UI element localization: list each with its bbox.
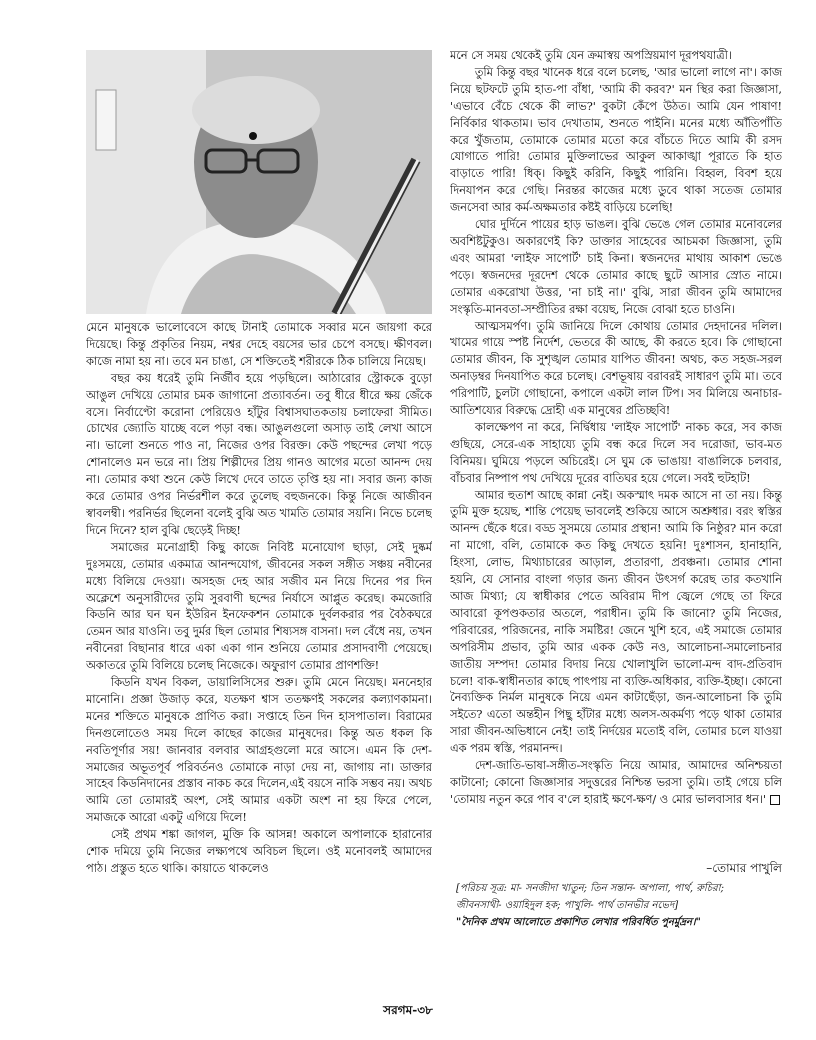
paragraph-last (450, 758, 782, 809)
signature: –তোমার পাখুলি (706, 861, 782, 875)
paragraph: সেই প্রথম শঙ্কা জাগল, মুক্তি কি আসন্ন! অকালে অপালাকে হারানোর শোক দমিয়ে তুমি নিজের লক্ষ্যপথে অবিচল ছিলে। ওই মনোবলই আমাদের পাঠ। প্রস্তুত হতে থাকি। কায়াতে থাকলেও (86, 828, 432, 875)
paragraph: আত্মসমর্পণ। তুমি জানিয়ে দিলে কোথায় তোমার দেহদানের দলিল। খামের গায়ে স্পষ্ট নির্দেশ, ভেতরে কী আছে, কী করতে হবে। কি গোছানো তোমার জীবন, কি সুশৃঙ্খল তোমার যাপিত জীবন! অথচ, কত সহজ-সরল অনাড়ম্বর দিনযাপিত করে চলেছ। বেশভূষায় বরাবরই সাধারণ তুমি মা। তবে পরিপাটি, চুলটা গোছানো, কপালে একটা লাল টিপ। সব মিলিয়ে অনাচার-আতিশয্যের বিরুদ্ধে দ্রোহী এক মানুষের প্রতিচ্ছবি! (450, 319, 782, 418)
right-text-column (450, 48, 782, 858)
credits-line: "দৈনিক প্রথম আলোতে প্রকাশিত লেখার পরিবর্ধিত পুনর্মুদ্রন।" (456, 917, 701, 928)
credits-line: [পরিচয় সূত্র: মা- সনজীদা খাতুন; তিন সন্তান- অপালা, পার্থ, রুচিরা; (456, 883, 724, 894)
paragraph: মনে সে সময় থেকেই তুমি যেন ক্রমাস্বয় অপস্রিয়মাণ দূরপথযাত্রী। (450, 49, 732, 62)
paragraph: আমার হুতাশ আছে কান্না নেই। অকস্মাৎ দমক আসে না তা নয়। কিন্তু তুমি মুক্ত হয়েছ, শান্তি পেয়েছ ভাবলেই শুকিয়ে আসে অশ্রুধার। বরং স্বস্তির আনন্দ ছেঁকে ধরে। বড্ড সুসময়ে তোমার প্রস্থান! আমি কি নিষ্ঠুর? মান করো না মাগো, বলি, তোমাকে কত কিছু দেখতে হয়নি! দুঃশাসন, হানাহানি, হিংসা, লোভ, মিথ্যাচারের আড়াল, প্রতারণা, প্রবঞ্চনা। তোমার শোনা হয়নি, যে সোনার বাংলা গড়ার জন্য জীবন উৎসর্গ করেছ তার কতখানি আজ মিথ্যা; যে স্বাধীকার পেতে অবিরাম দীপ জ্বেলে গেছে তা ফিরে আবারো কূপণ্ডকতার অতলে, পরাধীন। তুমি কি জানো? তুমি নিজের, পরিবারের, পরিজনের, নাকি সমষ্টির! জেনে খুশি হবে, এই সমাজে তোমার অপরিসীম প্রভাব, তুমি আর একক কেউ নও, আলোচনা-সমালোচনার জাতীয় সম্পদ! তোমার বিদায় নিয়ে খোলাখুলি ভালো-মন্দ বাদ-প্রতিবাদ চলে! বাক-স্বাধীনতার কাছে পাৎপায় না ব্যক্তি-অধিকার, ব্যক্তি-ইচ্ছা। কোনো নৈব্যক্তিক নির্মল মানুষকে নিয়ে এমন কাটাছেঁড়া, জন-আলোচনা কি তুমি সইতে? এতো অন্তহীন পিছু হাঁটার মধ্যে অলস-অকর্মণ্য পড়ে থাকা তোমার সারা জীবন-অভিধানে নেই! তাই নির্দয়ের মতোই বলি, তোমার চলে যাওয়া এক পরম স্বস্তি, পরমানন্দ। (450, 488, 782, 756)
portrait-illustration (86, 50, 432, 314)
portrait-photo (86, 50, 432, 314)
paragraph: তুমি কিন্তু বছর খানেক ধরে বলে চলেছ, 'আর ভালো লাগে না'। কাজ নিয়ে ছটফটে তুমি হাত-পা বাঁধা, 'আমি কী করব?' মন স্থির করা জিজ্ঞাসা, 'এভাবে বেঁচে থেকে কী লাভ?' বুকটা কেঁপে উঠত। আমি যেন পাষাণ! নির্বিকার থাকতাম। ভাব দেখাতাম, শুনতে পাইনি। মনের মধ্যে আঁতিপাঁতি করে খুঁজতাম, তোমাকে তোমার মতো করে বাঁচতে দিতে আমি কী রসদ যোগাতে পারি! তোমার মুক্তিলাভের আকুল আকাঙ্খা পূরাতে কি হাত বাড়াতে পারি! ধিক্। কিছুই করিনি, কিছুই পারিনি। বিহ্বল, বিবশ হয়ে দিনযাপন করে গেছি। নিরন্তর কাজের মধ্যে ডুবে থাকা সতেজ তোমার জনসেবা আর কর্ম-অক্ষমতার কষ্টই বাড়িয়ে চলেছি! (450, 65, 782, 215)
paragraph: বছর কয় ধরেই তুমি নির্জীব হয়ে পড়ছিলে। আঠারোর স্ট্রোককে বুড়ো আঙুল দেখিয়ে তোমার চমক জাগানো প্রত্যাবর্তন। তবু ধীরে ধীরে ক্ষয় জেঁকে বসে। নির্বাণ্টোে করোনা পেরিয়েও হাঁটুর বিশ্বাসঘাতকতায় চলাফেরা সীমিত। চোখের জ্যোতি যাচ্ছে বলে পড়া বন্ধ। আঙুলগুলো অসাড় তাই লেখা আসে না। ভালো শুনতে পাও না, নিজের ওপর বিরক্ত। কেউ পছন্দের লেখা পড়ে শোনালেও মন ভরে না। প্রিয় শিল্পীদের প্রিয় গানও আগের মতো আনন্দ দেয় না। তোমার কথা শুনে কেউ লিখে দেবে তাতে তৃপ্তি হয় না। সবার জন্য কাজ করে তোমার ওপর নির্ভরশীল করে তুলেছ বহুজনকে। কিন্তু নিজে আজীবন স্বাবলম্বী। পরনির্ভর ছিলেনা বলেই বুঝি অত খামতি তোমার সয়নি। নিভে চলেছ দিনে দিনে? হাল বুঝি ছেড়েই দিচ্ছ! (86, 371, 432, 537)
paragraph: ঘোর দুর্দিনে পায়ের হাড় ভাঙল। বুঝি ভেঙে গেল তোমার মনোবলের অবশিষ্টটুকুও। অকারণেই কি? ডাক্তার সাহেবের আচমকা জিজ্ঞাসা, তুমি এবং আমরা 'লাইফ সাপোর্ট' চাই কিনা। স্বজনদের মাথায় আকাশ ভেঙে পড়ে। স্বজনদের দূরদেশ থেকে তোমার কাছে ছুটে আসার স্রোত নামে। তোমার একরোখা উত্তর, 'না চাই না।' বুঝি, সারা জীবন তুমি আমাদের সংস্কৃতি-মানবতা-সম্প্রীতির রক্ষা বয়েছ, নিজে বোঝা হতে চাওনি। (450, 218, 782, 316)
paragraph-text: দেশ-জাতি-ভাষা-সঙ্গীত-সংস্কৃতি নিয়ে আমার, আমাদের অনিশ্চয়তা কাটানো; কোনো জিজ্ঞাসার সদুত্তরের নিশ্চিন্ত ভরসা তুমি। তাই গেয়ে চলি 'তোমায় নতুন করে পাব ব'লে হারাই ক্ষণে-ক্ষণ/ ও মোর ভালবাসার ধন।' (450, 759, 782, 806)
credits-note (456, 880, 786, 931)
credits-line: জীবনসাথী- ওয়াহিদুল হক; পাখুলি- পার্থ তানভীর নভেদ] (456, 900, 679, 911)
paragraph: কিডনি যখন বিকল, ডায়ালিসিসের শুরু। তুমি মেনে নিয়েছ। মননেহার মানোনি। প্রজ্ঞা উজাড় করে, যতক্ষণ শ্বাস ততক্ষণই সকলের কল্যাণকামনা। মনের শক্তিতে মানুষকে প্রাণিত করা। সপ্তাহে তিন দিন হাসপাতাল। বিরামের দিনগুলোতেও সময় দিলে কাছের কাজের মানুষদের। কিন্তু অত ধকল কি নবতিপূর্ণার সয়! জানবার বলবার আগ্রহগুলো মরে আসে। এমন কি দেশ-সমাজের অভূতপূর্ব পরিবর্তনও তোমাকে নাড়া দেয় না, জাগায় না। ডাক্তার সাহেব কিডনিদানের প্রস্তাব নাকচ করে দিলেন,এই বয়সে নাকি সম্ভব নয়। অথচ আমি তো তোমারই অংশ, সেই আমার একটা অংশ না হয় ফিরে পেলে, সমাজকে আরো একটু এগিয়ে দিলে! (86, 676, 432, 825)
paragraph: মেনে মানুষকে ভালোবেসে কাছে টানাই তোমাকে সব্বার মনে জায়গা করে দিয়েছে। কিন্তু প্রকৃতির নিয়ম, নশ্বর দেহে বয়সের ভার চেপে বসছে। ক্ষীণবল। কাজে নামা হয় না। তবে মন চাঙা, সে শক্তিতেই শরীরকে ঠিক চালিয়ে নিয়েছ। (86, 321, 432, 368)
end-mark-icon (770, 795, 780, 805)
paragraph: সমাজের মনোগ্রাহী কিছু কাজে নিবিষ্ট মনোযোগ ছাড়া, সেই দুষ্কর্ম দুঃসময়ে, তোমার একমাত্র আনন্দযোগ, জীবনের সকল সঙ্গীত সঞ্চয় নবীনের মধ্যে বিলিয়ে দেওয়া। অসহজ দেহ আর সজীব মন নিয়ে দিনের পর দিন অক্লেশে অনুসারীদের তুমি সুরবাণী ছন্দের নির্যাসে আপ্লুত করেছ। কমজোরি কিডনি আর ঘন ঘন ইউরিন ইনফেকশন তোমাকে দুর্বলকরার পর বৈঠকঘরে তেমন আর যাওনি। তবু দুর্মর ছিল তোমার শিষ্যসঙ্গ বাসনা। দল বেঁধে নয়, তখন নবীনেরা বিছানার ধারে একা একা গান শুনিয়ে তোমার প্রসাদবাণী পেয়েছে। অকাতরে তুমি বিলিয়ে চলেছ নিজেকে। অফুরাণ তোমার প্রাণশক্তি! (86, 540, 432, 673)
page-footer: সরগম-৩৮ (383, 1003, 433, 1017)
left-text-column (86, 320, 432, 920)
paragraph: কালক্ষেপণ না করে, নির্দ্বিধায় 'লাইফ সাপোর্ট' নাকচ করে, সব কাজ গুছিয়ে, সেরে-এক সাহায্যে তুমি বন্ধ করে দিলে সব দরোজা, ভাব-মত বিনিময়। ঘুমিয়ে পড়লে অচিরেই। সে ঘুম কে ভাঙায়! বাঙালিকে চলবার, বাঁচবার নিষ্পাপ পথ দেখিয়ে দূরের বাতিঘর হয়ে গেলে। সবই হুটহাট! (450, 420, 782, 485)
